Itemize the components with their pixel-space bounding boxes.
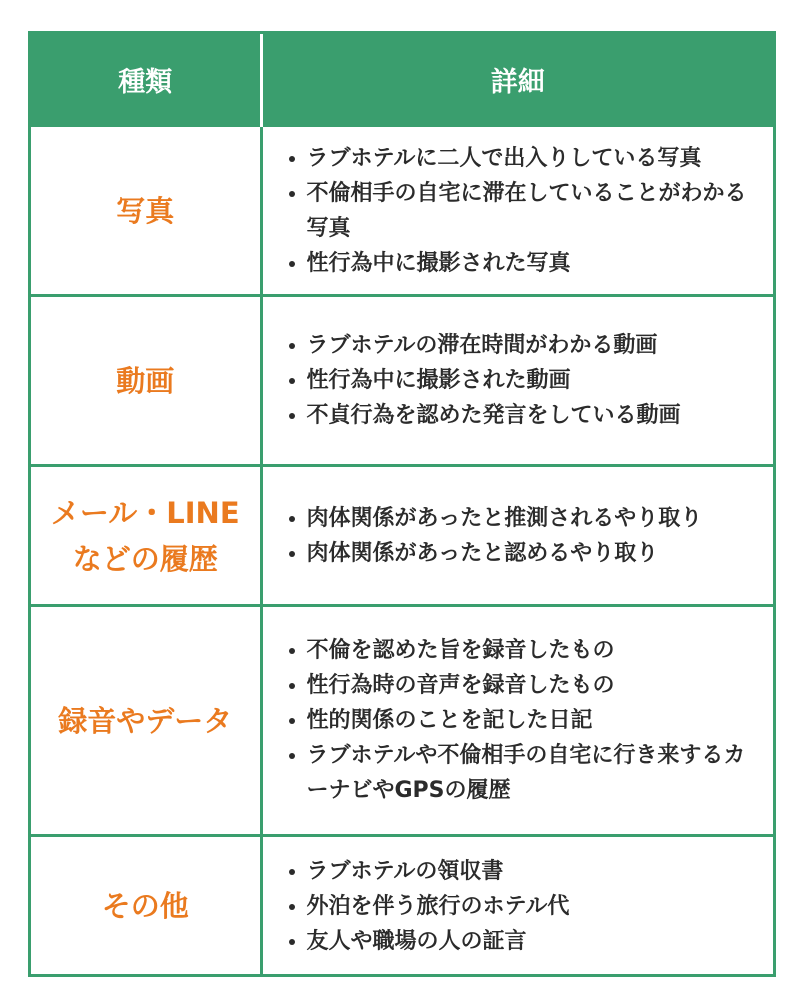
list-item: 性行為中に撮影された写真 — [285, 246, 764, 281]
list-item: 肉体関係があったと推測されるやり取り — [285, 501, 764, 536]
type-label-line2: などの履歴 — [72, 541, 218, 576]
type-label-line1: メール・LINE — [50, 495, 240, 530]
detail-list — [285, 328, 764, 433]
detail-list — [285, 633, 764, 808]
type-cell-messages — [31, 466, 261, 606]
list-item: 肉体関係があったと認めるやり取り — [285, 536, 764, 571]
list-item: ラブホテルに二人で出入りしている写真 — [285, 141, 764, 176]
evidence-table — [31, 34, 773, 976]
list-item: 不貞行為を認めた発言をしている動画 — [285, 398, 764, 433]
detail-cell-photo — [261, 126, 773, 296]
list-item: 性行為中に撮影された動画 — [285, 363, 764, 398]
detail-list — [285, 854, 764, 959]
evidence-table-container — [28, 31, 776, 977]
type-cell-photo: 写真 — [31, 126, 261, 296]
header-detail: 詳細 — [261, 34, 773, 126]
list-item: 外泊を伴う旅行のホテル代 — [285, 889, 764, 924]
list-item: 友人や職場の人の証言 — [285, 924, 764, 959]
header-type: 種類 — [31, 34, 261, 126]
detail-cell-video — [261, 296, 773, 466]
table-header-row — [31, 34, 773, 126]
list-item: 不倫相手の自宅に滞在していることがわかる写真 — [285, 176, 764, 246]
type-cell-video: 動画 — [31, 296, 261, 466]
list-item: ラブホテルの領収書 — [285, 854, 764, 889]
table-row-recordings — [31, 606, 773, 836]
detail-cell-other — [261, 836, 773, 976]
list-item: 性的関係のことを記した日記 — [285, 703, 764, 738]
type-cell-other: その他 — [31, 836, 261, 976]
detail-cell-recordings — [261, 606, 773, 836]
list-item: ラブホテルの滞在時間がわかる動画 — [285, 328, 764, 363]
detail-list — [285, 501, 764, 571]
type-cell-recordings: 録音やデータ — [31, 606, 261, 836]
list-item: 性行為時の音声を録音したもの — [285, 668, 764, 703]
table-row-video — [31, 296, 773, 466]
table-row-photo — [31, 126, 773, 296]
list-item: 不倫を認めた旨を録音したもの — [285, 633, 764, 668]
detail-cell-messages — [261, 466, 773, 606]
detail-list — [285, 141, 764, 281]
list-item: ラブホテルや不倫相手の自宅に行き来するカーナビやGPSの履歴 — [285, 738, 764, 808]
table-row-messages — [31, 466, 773, 606]
table-row-other — [31, 836, 773, 976]
